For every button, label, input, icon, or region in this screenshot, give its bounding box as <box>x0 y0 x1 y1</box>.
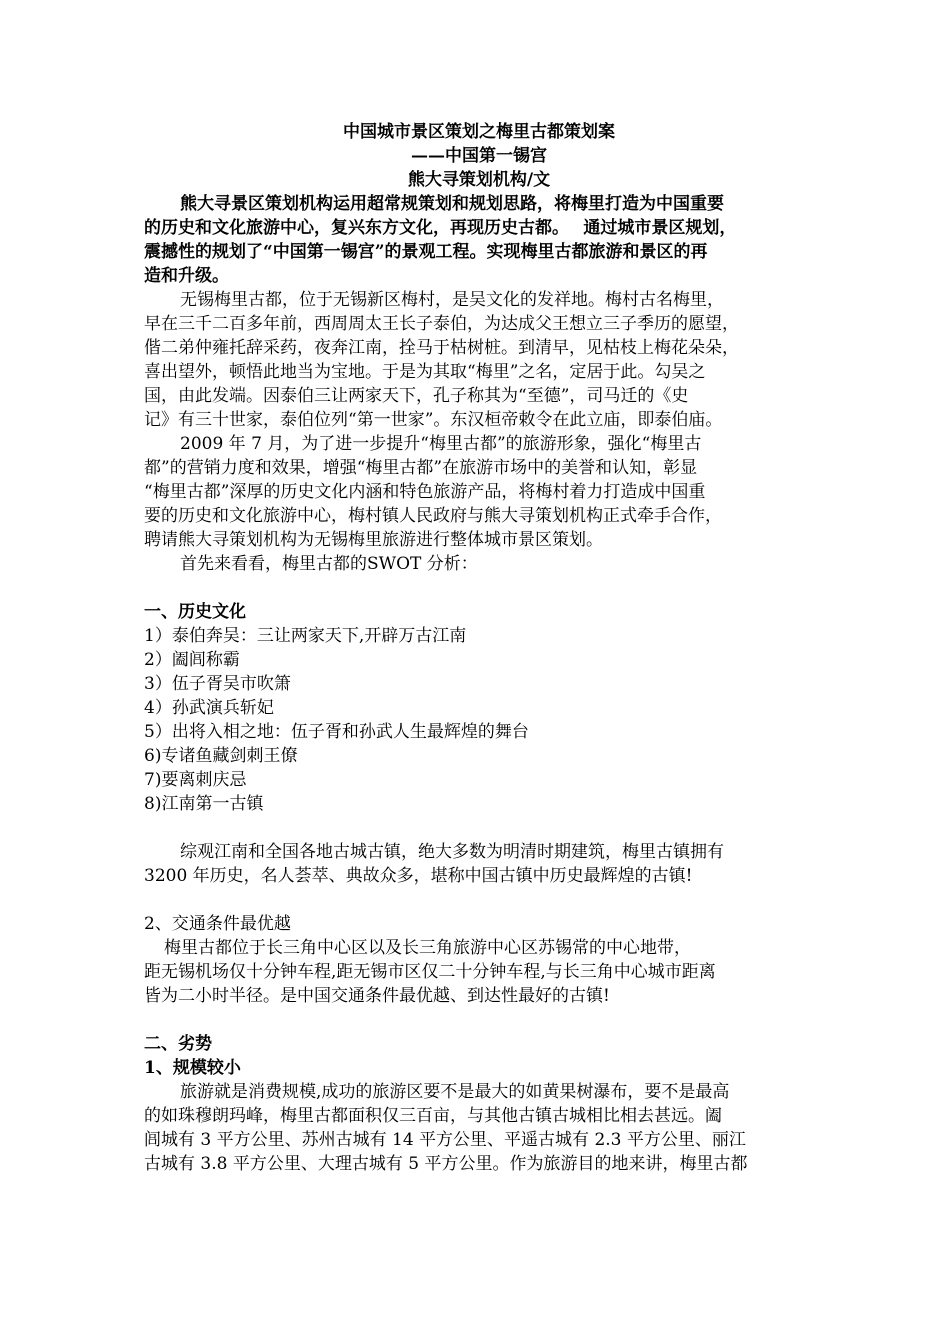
list-item: 2）阖闾称霸 <box>144 650 240 670</box>
traffic-line: 皆为二小时半径。是中国交通条件最优越、到达性最好的古镇! <box>144 986 610 1006</box>
cooperation-line: 要的历史和文化旅游中心，梅村镇人民政府与熊大寻策划机构正式牵手合作， <box>144 506 722 526</box>
list-item: 5）出将入相之地：伍子胥和孙武人生最辉煌的舞台 <box>144 722 529 742</box>
document-page <box>144 120 814 1176</box>
cooperation-line: “梅里古都”深厚的历史文化内涵和特色旅游产品，将梅村着力打造成中国重 <box>144 482 706 502</box>
scale-line: 闾城有 3 平方公里、苏州古城有 14 平方公里、平遥古城有 2.3 平方公里、丽江 <box>144 1130 746 1150</box>
spacer <box>144 1008 814 1032</box>
scale-paragraph <box>144 1080 814 1176</box>
history-line: 喜出望外，顿悟此地当为宝地。于是为其取“梅里”之名，定居于此。勾吴之 <box>144 362 706 382</box>
traffic-line: 距无锡机场仅十分钟车程,距无锡市区仅二十分钟车程,与长三角中心城市距离 <box>144 962 716 982</box>
summary-line: 3200 年历史，名人荟萃、典故众多，堪称中国古镇中历史最辉煌的古镇! <box>144 866 693 886</box>
intro-line: 的历史和文化旅游中心，复兴东方文化，再现历史古都。 通过城市景区规划， <box>144 218 737 238</box>
section-heading-history: 一、历史文化 <box>144 602 246 622</box>
summary-paragraph <box>144 840 814 888</box>
history-line: 早在三千二百多年前，西周周太王长子泰伯，为达成父王想立三子季历的愿望， <box>144 314 739 334</box>
cooperation-paragraph <box>144 432 814 552</box>
swot-intro: 首先来看看，梅里古都的SWOT 分析： <box>180 554 478 574</box>
intro-line: 震撼性的规划了“中国第一锡宫”的景观工程。实现梅里古都旅游和景区的再 <box>144 242 708 262</box>
history-list <box>144 624 814 816</box>
list-item: 3）伍子胥吴市吹箫 <box>144 674 291 694</box>
spacer <box>144 576 814 600</box>
scale-line: 旅游就是消费规模,成功的旅游区要不是最大的如黄果树瀑布，要不是最高 <box>180 1082 730 1102</box>
spacer <box>144 888 814 912</box>
list-item: 1）泰伯奔吴：三让两家天下,开辟万古江南 <box>144 626 467 646</box>
document-title: 中国城市景区策划之梅里古都策划案 <box>343 122 615 142</box>
intro-line: 造和升级。 <box>144 266 229 286</box>
section-heading-traffic: 2、交通条件最优越 <box>144 914 291 934</box>
history-line: 记》有三十世家，泰伯位列“第一世家”。东汉桓帝敕令在此立庙，即泰伯庙。 <box>144 410 723 430</box>
history-line: 无锡梅里古都，位于无锡新区梅村，是吴文化的发祥地。梅村古名梅里， <box>180 290 724 310</box>
history-paragraph <box>144 288 814 432</box>
cooperation-line: 都”的营销力度和效果，增强“梅里古都”在旅游市场中的美誉和认知，彰显 <box>144 458 698 478</box>
traffic-line: 梅里古都位于长三角中心区以及长三角旅游中心区苏锡常的中心地带， <box>164 938 691 958</box>
list-item: 4）孙武演兵斩妃 <box>144 698 274 718</box>
document-subtitle: ——中国第一锡宫 <box>411 146 547 166</box>
document-author: 熊大寻策划机构/文 <box>407 170 551 190</box>
history-line: 国，由此发端。因泰伯三让两家天下，孔子称其为“至德”，司马迁的《史 <box>144 386 689 406</box>
spacer <box>144 816 814 840</box>
traffic-paragraph <box>144 936 814 1008</box>
section-heading-weakness: 二、劣势 <box>144 1034 212 1054</box>
list-item: 8)江南第一古镇 <box>144 794 264 814</box>
intro-paragraph <box>144 192 814 288</box>
subheading-scale: 1、规模较小 <box>144 1058 241 1078</box>
scale-line: 古城有 3.8 平方公里、大理古城有 5 平方公里。作为旅游目的地来讲，梅里古都 <box>144 1154 748 1174</box>
cooperation-line: 聘请熊大寻策划机构为无锡梅里旅游进行整体城市景区策划。 <box>144 530 603 550</box>
history-line: 偕二弟仲雍托辞采药，夜奔江南，拴马于枯树桩。到清早，见枯枝上梅花朵朵， <box>144 338 739 358</box>
intro-line: 熊大寻景区策划机构运用超常规策划和规划思路，将梅里打造为中国重要 <box>180 194 724 214</box>
list-item: 7)要离刺庆忌 <box>144 770 247 790</box>
summary-line: 综观江南和全国各地古城古镇，绝大多数为明清时期建筑，梅里古镇拥有 <box>180 842 724 862</box>
cooperation-line: 2009 年 7 月，为了进一步提升“梅里古都”的旅游形象，强化“梅里古 <box>180 434 702 454</box>
scale-line: 的如珠穆朗玛峰，梅里古都面积仅三百亩，与其他古镇古城相比相去甚远。阖 <box>144 1106 722 1126</box>
list-item: 6)专诸鱼藏剑刺王僚 <box>144 746 298 766</box>
